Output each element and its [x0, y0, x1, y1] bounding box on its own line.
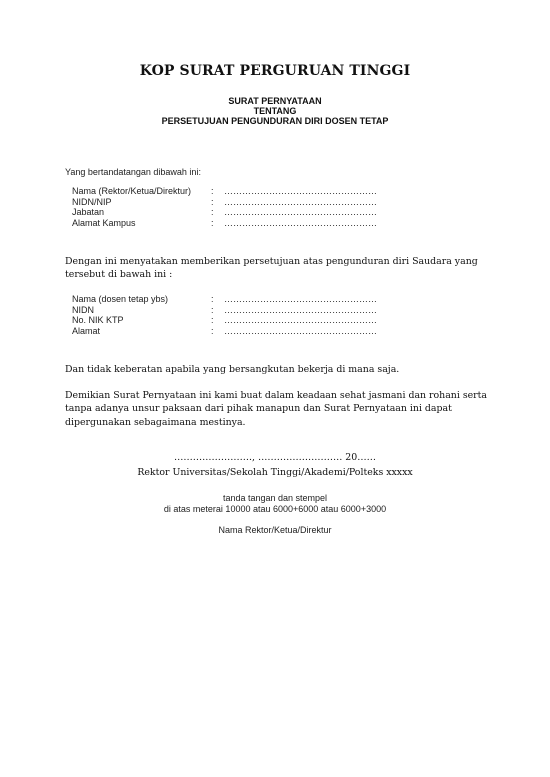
- field-label: NIDN: [72, 304, 94, 315]
- field-value: ……………………………………………: [224, 196, 377, 207]
- field-label: Alamat: [72, 325, 101, 336]
- field-colon: :: [211, 304, 214, 315]
- field-label: Jabatan: [72, 207, 105, 217]
- stamp-duty-note: di atas meterai 10000 atau 6000+6000 atau 6000+3000: [163, 504, 387, 514]
- field-label: No. NIK KTP: [72, 315, 124, 325]
- declaration-line: dipergunakan sebagaimana mestinya.: [65, 416, 246, 428]
- field-label: NIDN/NIP: [72, 196, 112, 207]
- signature-note: tanda tangan dan stempel: [222, 493, 328, 503]
- field-value: ……………………………………………: [224, 304, 377, 315]
- field-colon: :: [211, 294, 214, 304]
- approval-statement-line: tersebut di bawah ini :: [65, 269, 173, 281]
- approval-statement: [65, 255, 495, 282]
- signatory-name: Nama Rektor/Ketua/Direktur: [218, 525, 332, 535]
- field-value: ……………………………………………: [224, 207, 377, 217]
- field-colon: :: [211, 207, 214, 217]
- field-label: Nama (Rektor/Ketua/Direktur): [72, 186, 192, 196]
- letterhead-title: KOP SURAT PERGURUAN TINGGI: [139, 63, 411, 79]
- declaration-paragraph: [65, 389, 495, 429]
- approval-statement-line: Dengan ini menyatakan memberikan persetujuan atas pengunduran diri Saudara yang: [65, 256, 478, 267]
- place-date-line: ……………………., ……………………… 20……: [174, 452, 376, 463]
- field-label: Alamat Kampus: [72, 217, 136, 228]
- field-value: ……………………………………………: [224, 217, 377, 228]
- field-colon: :: [211, 315, 214, 325]
- doc-title-line-3: PERSETUJUAN PENGUNDURAN DIRI DOSEN TETAP: [161, 116, 389, 126]
- field-label: Nama (dosen tetap ybs): [72, 294, 169, 304]
- declaration-line: tanpa adanya unsur paksaan dari pihak manapun dan Surat Pernyataan ini dapat: [65, 403, 452, 415]
- institution-line: Rektor Universitas/Sekolah Tinggi/Akademi/Polteks xxxxx: [137, 467, 413, 478]
- no-objection-statement: [65, 363, 495, 376]
- field-value: ……………………………………………: [224, 186, 377, 196]
- field-value: ……………………………………………: [224, 294, 377, 304]
- declaration-line: Demikian Surat Pernyataan ini kami buat dalam keadaan sehat jasmani dan rohani serta: [65, 390, 488, 401]
- field-value: ……………………………………………: [224, 325, 377, 336]
- field-colon: :: [211, 325, 214, 336]
- field-colon: :: [211, 196, 214, 207]
- doc-title-line-1: SURAT PERNYATAAN: [228, 96, 322, 106]
- no-objection-line: Dan tidak keberatan apabila yang bersangkutan bekerja di mana saja.: [65, 364, 400, 375]
- field-colon: :: [211, 186, 214, 196]
- signatory-intro: Yang bertandatangan dibawah ini:: [65, 167, 201, 177]
- field-value: ……………………………………………: [224, 315, 377, 325]
- field-colon: :: [211, 217, 214, 228]
- doc-title-line-2: TENTANG: [253, 106, 297, 116]
